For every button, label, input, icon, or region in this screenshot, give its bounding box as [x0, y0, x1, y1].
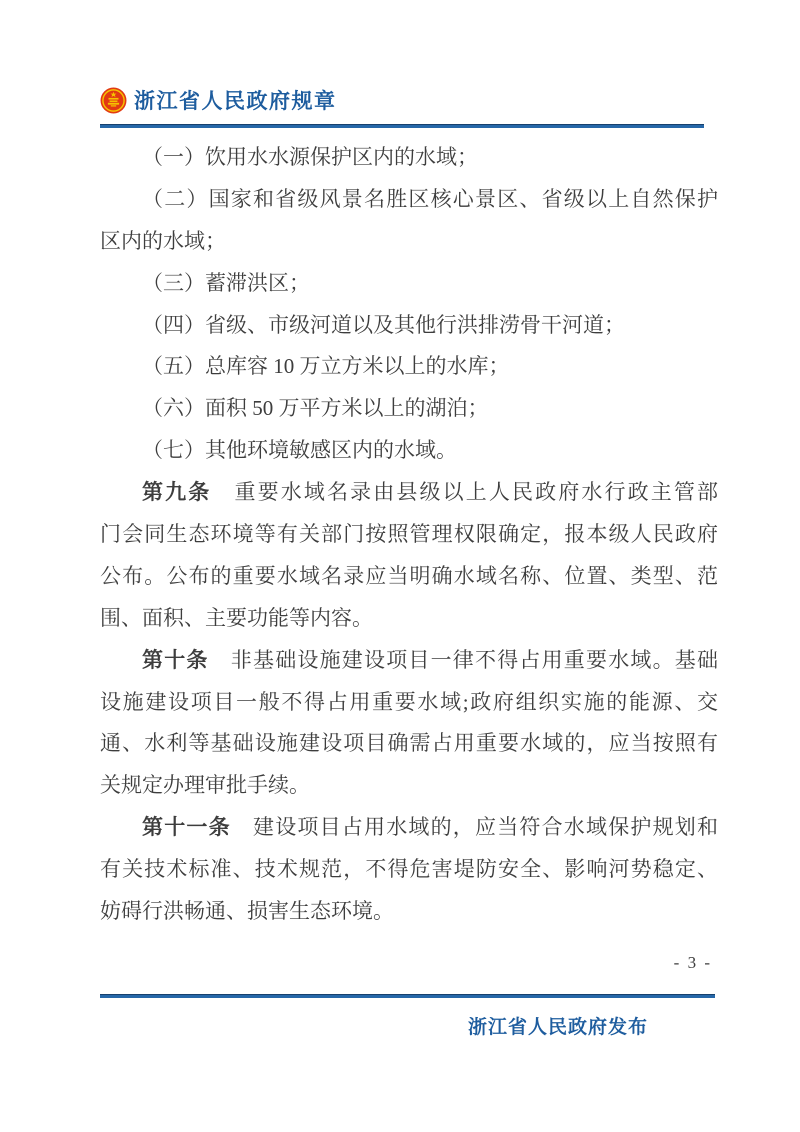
article-text: 重要水域名录由县级以上人民政府水行政主管部: [211, 480, 718, 505]
document-line: [100, 221, 718, 263]
document-line: [100, 556, 718, 598]
article-text: （四）省级、市级河道以及其他行洪排涝骨干河道；: [142, 312, 625, 337]
document-line: [100, 388, 718, 430]
publisher-label: 浙江省人民政府发布: [467, 1017, 648, 1038]
article-text: 公布。公布的重要水域名录应当明确水域名称、位置、类型、范: [100, 563, 718, 588]
document-line: [100, 598, 718, 640]
document-header: [100, 84, 337, 116]
article-text: 有关技术标准、技术规范，不得危害堤防安全、影响河势稳定、: [100, 857, 718, 882]
article-text: 通、水利等基础设施建设项目确需占用重要水域的，应当按照有: [100, 731, 718, 756]
document-header-title: 浙江省人民政府规章: [134, 89, 337, 113]
document-line: [100, 137, 718, 179]
page-number: - 3 -: [673, 953, 712, 972]
document-line: [100, 430, 718, 472]
article-text: （六）面积 50 万平方米以上的湖泊；: [142, 396, 489, 421]
document-line: [100, 765, 718, 807]
article-text: （七）其他环境敏感区内的水域。: [142, 438, 457, 463]
article-text: 关规定办理审批手续。: [100, 773, 310, 798]
document-line: [100, 305, 718, 347]
article-text: （二）国家和省级风景名胜区核心景区、省级以上自然保护: [142, 186, 718, 211]
article-text: （一）饮用水水源保护区内的水域；: [142, 145, 478, 169]
article-text: （五）总库容 10 万立方米以上的水库；: [142, 354, 510, 379]
article-text: 非基础设施建设项目一律不得占用重要水域。基础: [208, 647, 718, 672]
document-line: [100, 807, 718, 849]
article-text: 设施建设项目一般不得占用重要水域;政府组织实施的能源、交: [100, 689, 718, 714]
document-line: [100, 849, 718, 891]
article-number: 第十条: [142, 647, 209, 672]
document-line: [100, 891, 718, 933]
article-text: 围、面积、主要功能等内容。: [100, 605, 373, 630]
document-line: [100, 263, 718, 305]
article-text: 门会同生态环境等有关部门按照管理权限确定，报本级人民政府: [100, 522, 718, 547]
document-line: [100, 179, 718, 221]
article-text: 建设项目占用水域的，应当符合水域保护规划和: [230, 815, 718, 840]
document-body: [100, 137, 718, 933]
document-line: [100, 472, 718, 514]
article-text: （三）蓄滞洪区；: [142, 270, 310, 295]
article-number: 第十一条: [142, 815, 231, 840]
national-emblem-icon: [100, 87, 127, 114]
document-line: [100, 640, 718, 682]
article-text: 区内的水域；: [100, 228, 226, 253]
article-text: 妨碍行洪畅通、损害生态环境。: [100, 899, 394, 924]
footer-divider: [100, 994, 715, 998]
document-line: [100, 723, 718, 765]
document-line: [100, 346, 718, 388]
document-line: [100, 514, 718, 556]
article-number: 第九条: [142, 480, 212, 505]
document-line: [100, 682, 718, 724]
header-divider: [100, 124, 704, 128]
